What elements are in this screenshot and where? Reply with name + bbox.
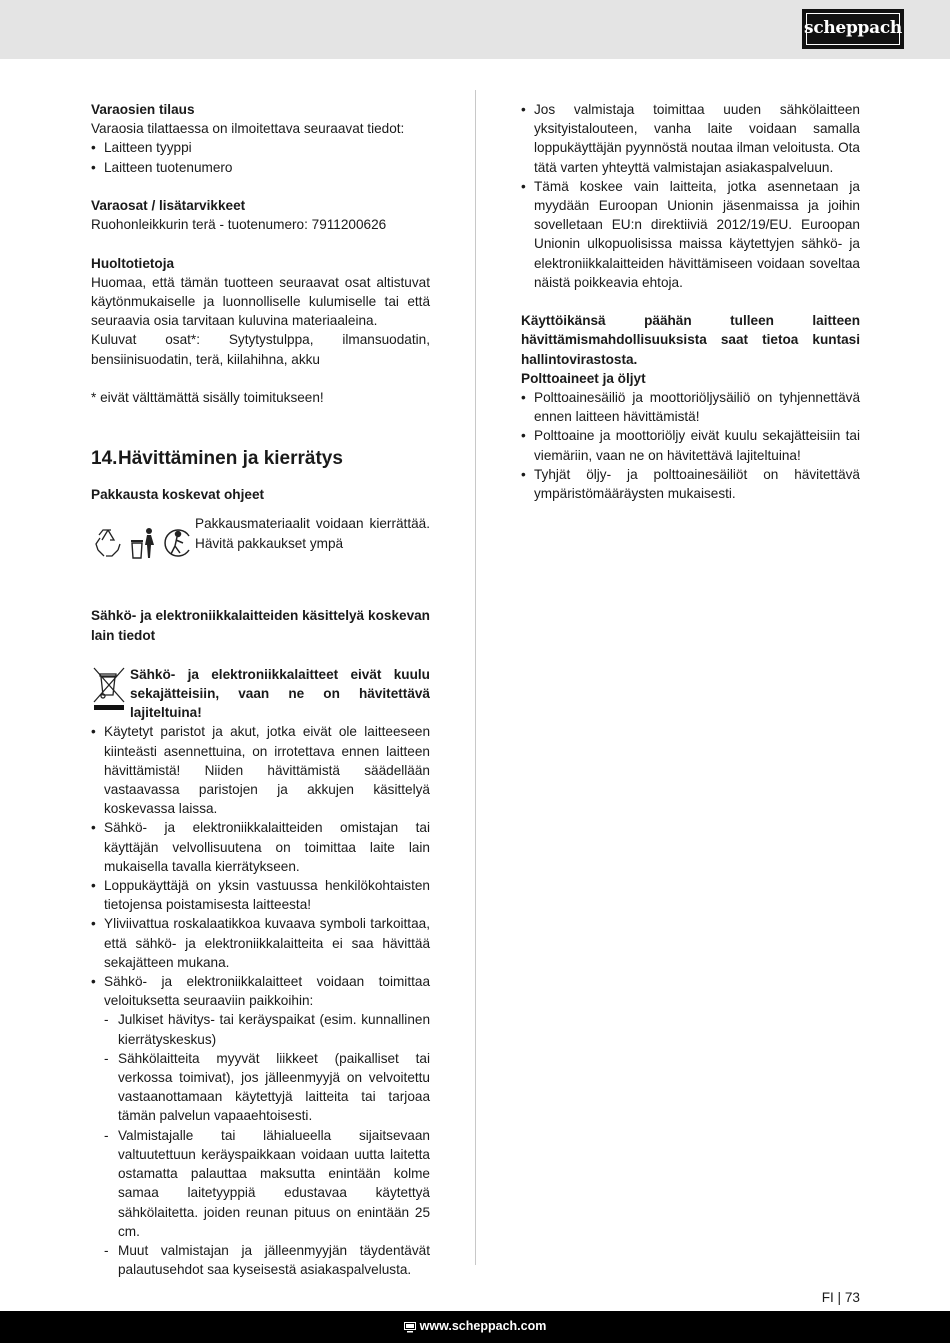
fuels-list [521,388,860,503]
list-item: • Laitteen tuotenumero [91,158,430,177]
page-footer [0,1311,950,1343]
brand-logo [802,9,904,49]
spare-parts-intro: Varaosia tilattaessa on ilmoitettava seuraavat tiedot: [91,121,405,137]
service-heading: Huoltotietoja [91,255,175,271]
list-item: - Muut valmistajan ja jälleenmyyjän täydentävät palautusehdot saa kyseisestä asiakaspalvelusta. [104,1241,430,1279]
weee-heading: Sähkö- ja elektroniikkalaitteiden käsittelyä koskevan lain tiedot [91,608,430,643]
list-item: • Laitteen tyyppi [91,138,430,157]
brand-logo-text: scheppach [806,13,900,45]
list-item: • Sähkö- ja elektroniikkalaitteet voidaan toimittaa veloituksetta seuraaviin paikkoihin: [91,972,430,1010]
packaging-heading: Pakkausta koskevat ohjeet [91,487,265,503]
crossed-bin-icon [91,665,127,711]
service-note: * eivät välttämättä sisälly toimitukseen! [91,390,324,405]
spare-parts-heading: Varaosien tilaus [91,102,195,117]
list-item: • Polttoaine ja moottoriöljy eivät kuulu sekajätteisiin tai viemäriin, vaan ne on hävitettävä lajiteltuina! [521,426,860,464]
service-wear-parts: Kuluvat osat*: Sytytystulppa, ilmansuodatin, bensiinisuodatin, terä, kiilahihna, akku [91,332,430,367]
right-column [521,100,860,503]
weee-warning: Sähkö- ja elektroniikkalaitteet eivät kuulu sekajätteisiin, vaan ne on hävitettävä lajiteltuina! [130,666,430,721]
service-text: Huomaa, että tämän tuotteen seuraavat osat altistuvat käytönmukaiselle ja luonnolliselle kulumiselle tai että seuraavia osia tarvitaan kuluvina materiaaleina. [91,274,430,329]
page-number: FI | 73 [821,1290,860,1305]
left-column [91,100,430,1279]
accessories-text: Ruohonleikkurin terä - tuotenumero: 7911200626 [91,217,387,233]
trash-person-icon [127,526,159,560]
accessories-heading: Varaosat / lisätarvikkeet [91,198,246,213]
section-heading [91,447,430,471]
list-item: • Sähkö- ja elektroniikkalaitteiden omistajan tai käyttäjän velvollisuutena on toimittaa laite lain mukaisella tavalla kierrätykseen. [91,818,430,876]
weee-warning-row [91,665,430,723]
packaging-row [91,514,430,560]
list-item: • Yliviivattua roskalaatikkoa kuvaava symboli tarkoittaa, että sähkö- ja elektroniikkalaitteita ei saa hävittää sekajätteen mukana. [91,914,430,972]
list-item: - Sähkölaitteita myyvät liikkeet (paikalliset tai verkossa toimivat), jos jälleenmyyjä on velvoitettu vastaanottamaan käytettyjä laitteita tai tarjoaa tämän palvelun vapaaehtoisesti. [104,1049,430,1126]
column-divider [475,90,476,1265]
list-item: • Loppukäyttäjä on yksin vastuussa henkilökohtaisten tietojensa poistamisesta laitteesta! [91,876,430,914]
green-dot-person-icon [161,526,195,560]
footer-url[interactable]: www.scheppach.com [419,1319,547,1334]
end-of-life-heading: Käyttöikänsä päähän tulleen laitteen hävittämismahdollisuuksista saat tietoa kuntasi hallintovirastosta. [521,313,860,367]
fuels-heading: Polttoaineet ja öljyt [521,370,646,386]
weee-list [91,722,430,1010]
weee-sublist [104,1010,430,1279]
recycle-icon [91,526,125,560]
monitor-icon [404,1322,416,1333]
spare-parts-list [91,138,430,176]
packaging-text: Pakkausmateriaalit voidaan kierrättää. Hävitä pakkaukset ympä [195,516,430,551]
list-item: • Tyhjät öljy- ja polttoainesäiliöt on hävitettävä ympäristömääräysten mukaisesti. [521,465,860,503]
list-item: - Valmistajalle tai lähialueella sijaitsevaan valtuutettuun keräyspaikkaan voidaan uutta laitetta ostamatta palauttaa maksutta enintään kolme samaa laitetyyppiä edustavaa käytettyä sähkölaitetta. joiden reunan pituus on enintään 25 cm. [104,1126,430,1241]
list-item: • Jos valmistaja toimittaa uuden sähkölaitteen yksityistalouteen, vanha laite voidaan samalla loppukäyttäjän pyynnöstä noutaa ilman veloitusta. Ota tätä varten yhteyttä valmistajan asiakaspalveluun. [521,100,860,177]
section-title: Hävittäminen ja kierrätys [118,448,343,470]
list-item: • Käytetyt paristot ja akut, jotka eivät ole laitteeseen kiinteästi asennettuina, on irrotettava ennen laitteen hävittämistä! Niiden hävittämistä säädellään vastaavassa paristojen ja akkujen käsittelyä koskevassa laissa. [91,722,430,818]
weee-list-continued [521,100,860,292]
packaging-icons [91,526,195,560]
list-item: • Polttoainesäiliö ja moottoriöljysäiliö on tyhjennettävä ennen laitteen hävittämistä! [521,388,860,426]
list-item: - Julkiset hävitys- tai keräyspaikat (esim. kunnallinen kierrätyskeskus) [104,1010,430,1048]
section-number: 14. [91,448,118,470]
page-header [0,0,950,59]
list-item: • Tämä koskee vain laitteita, jotka asennetaan ja myydään Euroopan Unionin jäsenmaissa ja joihin sovelletaan EU:n direktiiviä 2012/19/EU. Euroopan Unionin ulkopuolisissa maissa käytettyjen sähkö- ja elektroniikkalaitteiden hävittämiseen voidaan soveltaa näistä poikkeavia ehtoja. [521,177,860,292]
